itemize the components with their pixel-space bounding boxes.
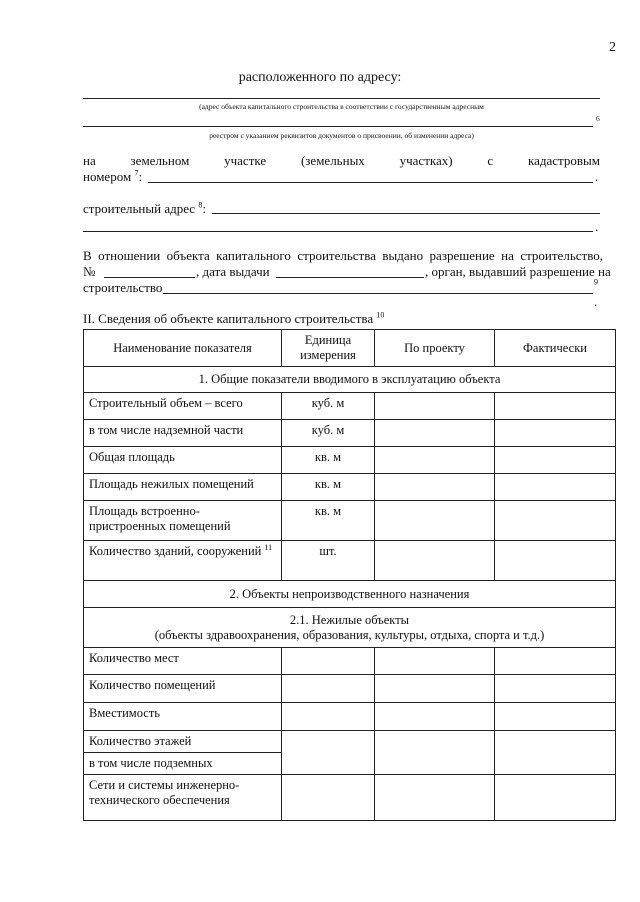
actual-value-cell[interactable] (495, 501, 616, 541)
subgroup-subheading: (объекты здравоохранения, образования, культуры, отдыха, спорта и т.д.) (154, 627, 545, 642)
cadastral-label: номером $^7$: (83, 168, 143, 184)
footnote-mark: 11 (264, 542, 273, 552)
group-title: 1. Общие показатели вводимого в эксплуатацию объекта (84, 367, 616, 393)
table-row (84, 775, 616, 821)
address-line-1 (83, 98, 600, 99)
row-name: Площадь встроенно-пристроенных помещений (84, 501, 282, 541)
table-row (84, 703, 616, 731)
row-name: в том числе надземной части (84, 420, 282, 447)
land-word: кадастровым (528, 153, 600, 168)
unit-cell[interactable] (282, 648, 375, 675)
project-value-cell[interactable] (375, 541, 495, 581)
subgroup-title (84, 608, 616, 648)
row-name-split (84, 731, 282, 775)
row-name: Количество помещений (84, 675, 282, 703)
address-note-2: реестром с указанием реквизитов документов о присвоении, об изменении адреса) (209, 131, 474, 140)
footnote-mark: 8 (198, 200, 203, 210)
subgroup-row (84, 608, 616, 648)
unit-cell[interactable] (282, 703, 375, 731)
land-word: (земельных (300, 153, 365, 168)
actual-value-cell[interactable] (495, 447, 616, 474)
table-row (84, 474, 616, 501)
table-row (84, 541, 616, 581)
row-name: Количество мест (84, 648, 282, 675)
row-name: Вместимость (84, 703, 282, 731)
project-value-cell[interactable] (375, 393, 495, 420)
row-name: Сети и системы инженерно-технического обеспечения (84, 775, 282, 821)
address-line-2 (83, 126, 593, 127)
project-value-cell[interactable] (375, 703, 495, 731)
actual-value-cell[interactable] (495, 474, 616, 501)
table-row (84, 447, 616, 474)
subgroup-heading: 2.1. Нежилые объекты (289, 612, 410, 627)
footnote-mark: 7 (134, 168, 139, 178)
project-value-cell[interactable] (375, 420, 495, 447)
period: . (595, 169, 599, 184)
period: . (595, 219, 599, 234)
group-title: 2. Объекты непроизводственного назначения (84, 581, 616, 608)
row-name: в том числе подземных (84, 752, 281, 774)
project-value-cell[interactable] (375, 675, 495, 703)
footnote-mark: 10 (376, 310, 385, 320)
permit-no-label: № (83, 264, 96, 279)
actual-value-cell[interactable] (495, 393, 616, 420)
table-header-row (84, 330, 616, 367)
header-actual: Фактически (495, 330, 616, 367)
address-heading: расположенного по адресу: (238, 70, 402, 85)
row-unit: куб. м (282, 420, 375, 447)
build-address-field-2[interactable] (83, 231, 593, 232)
land-plot-line (83, 153, 600, 169)
land-word: с (487, 153, 494, 168)
permit-line-3: строительство (83, 280, 163, 295)
row-unit: кв. м (282, 501, 375, 541)
unit-cell[interactable] (282, 731, 375, 775)
project-value-cell[interactable] (375, 447, 495, 474)
table-row (84, 675, 616, 703)
permit-date-field[interactable] (276, 277, 424, 278)
project-value-cell[interactable] (375, 731, 495, 775)
header-indicator: Наименование показателя (84, 330, 282, 367)
table-row (84, 393, 616, 420)
permit-org-label: , орган, выдавший разрешение на (425, 264, 611, 279)
unit-cell[interactable] (282, 775, 375, 821)
row-name: Количество зданий, сооружений $^{11}$ (84, 541, 282, 581)
land-word: на (83, 153, 96, 168)
project-value-cell[interactable] (375, 474, 495, 501)
row-unit: куб. м (282, 393, 375, 420)
page-number: 2 (609, 40, 616, 55)
table-row (84, 731, 616, 775)
row-unit: кв. м (282, 447, 375, 474)
actual-value-cell[interactable] (495, 731, 616, 775)
actual-value-cell[interactable] (495, 541, 616, 581)
row-name: Количество этажей (89, 734, 192, 748)
land-word: участках) (399, 153, 453, 168)
permit-date-label: , дата выдачи (196, 264, 270, 279)
build-address-label: строительный адрес $^8$: (83, 200, 206, 216)
project-value-cell[interactable] (375, 648, 495, 675)
cadastral-number-field[interactable] (148, 182, 593, 183)
section-title: II. Сведения об объекте капитального строительства $^{10}$ (83, 310, 385, 326)
actual-value-cell[interactable] (495, 675, 616, 703)
group-row (84, 581, 616, 608)
row-unit: шт. (282, 541, 375, 581)
land-word: участке (224, 153, 267, 168)
address-note-footnote: 6 (596, 114, 600, 123)
address-note-1: (адрес объекта капитального строительства в соответствии с государственным адресным (199, 102, 484, 111)
object-info-table (83, 329, 616, 821)
table-row (84, 420, 616, 447)
permit-org-field[interactable] (163, 293, 593, 294)
actual-value-cell[interactable] (495, 648, 616, 675)
permit-line-1: В отношении объекта капитального строительства выдано разрешение на строительство, (83, 248, 603, 263)
group-row (84, 367, 616, 393)
table-row (84, 648, 616, 675)
row-unit: кв. м (282, 474, 375, 501)
row-name: Общая площадь (84, 447, 282, 474)
land-word: земельном (130, 153, 190, 168)
header-unit: Единица измерения (282, 330, 375, 367)
row-name: Строительный объем – всего (84, 393, 282, 420)
row-name: Площадь нежилых помещений (84, 474, 282, 501)
actual-value-cell[interactable] (495, 703, 616, 731)
project-value-cell[interactable] (375, 775, 495, 821)
actual-value-cell[interactable] (495, 420, 616, 447)
build-address-field[interactable] (212, 213, 600, 214)
table-row (84, 501, 616, 541)
header-project: По проекту (375, 330, 495, 367)
permit-footnote: $^9$ . (594, 277, 598, 309)
permit-number-field[interactable] (104, 277, 195, 278)
unit-cell[interactable] (282, 675, 375, 703)
actual-value-cell[interactable] (495, 775, 616, 821)
project-value-cell[interactable] (375, 501, 495, 541)
